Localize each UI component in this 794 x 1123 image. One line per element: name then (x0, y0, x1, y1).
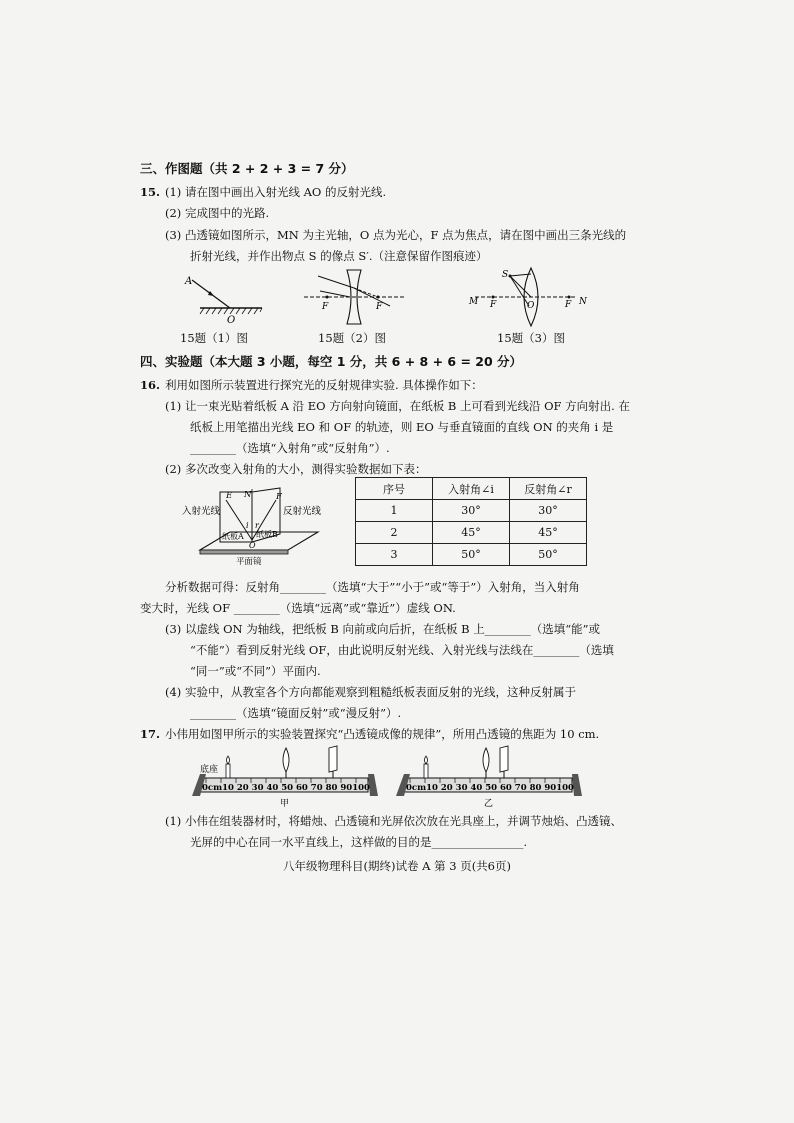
question-16-part-1-line-2: 纸板上用笔描出光线 EO 和 OF 的轨迹，则 EO 与垂直镜面的直线 ON 的夹角 i 是 (190, 420, 614, 434)
figure-17-yi-scale: 0cm10 20 30 40 50 60 70 80 90100 (406, 783, 574, 793)
figure-15-3-label-o: O (527, 301, 535, 311)
table-cell: 30° (433, 500, 510, 522)
table-cell: 50° (433, 544, 510, 566)
figure-16-label-reflected-ray: 反射光线 (283, 506, 322, 517)
section-4-title: 四、实验题（本大题 3 小题，每空 1 分，共 6 + 8 + 6 = 20 分） (140, 354, 523, 369)
figure-16-label-board-b: 纸板B (256, 530, 278, 539)
question-17-intro: 小伟用如图甲所示的实验装置探究“凸透镜成像的规律”，所用凸透镜的焦距为 10 cm. (165, 727, 600, 741)
figure-15-3-label-n: N (579, 297, 587, 307)
question-15-part-2: (2) 完成图中的光路. (165, 206, 270, 220)
figure-17-optical-bench-jia (192, 744, 378, 810)
figure-17-yi-caption: 乙 (484, 799, 494, 809)
question-17-number: 17. (140, 727, 161, 741)
question-17-part-1-line-2: 光屏的中心在同一水平直线上，这样做的目的是________________. (190, 835, 528, 849)
figure-15-2-concave-lens (300, 266, 410, 328)
question-15-part-1: (1) 请在图中画出入射光线 AO 的反射光线. (165, 185, 387, 199)
table-row (356, 522, 587, 544)
table-header-cell: 反射角∠r (510, 478, 587, 500)
figure-15-3-convex-lens (465, 266, 595, 328)
figure-15-3-caption: 15题（3）图 (497, 331, 565, 345)
table-row (356, 500, 587, 522)
figure-16-label-f: F (276, 492, 282, 502)
table-header-row (356, 478, 587, 500)
figure-17-base-label: 底座 (200, 765, 219, 775)
table-cell: 50° (510, 544, 587, 566)
question-16-part-3-line-2: “不能”）看到反射光线 OF，由此说明反射光线、入射光线与法线在________（选填 (190, 643, 614, 657)
figure-15-3-label-s: S (502, 270, 509, 280)
table-cell: 45° (433, 522, 510, 544)
figure-17-jia-caption: 甲 (280, 799, 290, 809)
question-15-part-3-line-2: 折射光线，并作出物点 S 的像点 S′.（注意保留作图痕迹） (190, 249, 488, 263)
question-16-part-3-line-3: “同一”或“不同”）平面内. (190, 664, 321, 678)
question-16-analysis-line-2: 变大时，光线 OF ________（选填“远离”或“靠近”）虚线 ON. (140, 601, 456, 615)
figure-17-optical-bench-yi (396, 744, 582, 810)
figure-15-3-label-m: M (469, 297, 479, 307)
question-16-part-1-line-1: (1) 让一束光贴着纸板 A 沿 EO 方向射向镜面，在纸板 B 上可看到光线沿 OF 方向射出. 在 (165, 399, 630, 413)
figure-15-2-label-f-right: F (376, 302, 383, 312)
figure-16-label-incident-ray: 入射光线 (182, 506, 221, 517)
question-15-part-3-line-1: (3) 凸透镜如图所示，MN 为主光轴，O 点为光心，F 点为焦点，请在图中画出三条光线的 (165, 228, 627, 242)
figure-15-3-label-f-right: F (565, 300, 572, 310)
question-17-part-1-line-1: (1) 小伟在组装器材时，将蜡烛、凸透镜和光屏依次放在光具座上，并调节烛焰、凸透镜、 (165, 814, 622, 828)
figure-16-label-i: i (246, 521, 249, 530)
question-16-part-3-line-1: (3) 以虚线 ON 为轴线，把纸板 B 向前或向后折，在纸板 B 上________（选填“能”或 (165, 622, 601, 636)
figure-16-label-o: O (249, 541, 256, 550)
figure-15-1-mirror (180, 268, 270, 328)
figure-15-2-label-f-left: F (322, 302, 329, 312)
question-16-intro: 利用如图所示装置进行探究光的反射规律实验. 具体操作如下： (165, 378, 483, 392)
table-cell: 2 (356, 522, 433, 544)
figure-17-jia-scale: 0cm10 20 30 40 50 60 70 80 90100 (202, 783, 370, 793)
question-16-part-4-line-1: (4) 实验中，从教室各个方向都能观察到粗糙纸板表面反射的光线，这种反射属于 (165, 685, 576, 699)
table-cell: 1 (356, 500, 433, 522)
question-16-part-4-line-2: ________（选填“镜面反射”或“漫反射”）. (190, 706, 402, 720)
page-footer: 八年级物理科目(期终)试卷 A 第 3 页(共6页) (282, 859, 511, 873)
table-cell: 45° (510, 522, 587, 544)
question-16-part-2: (2) 多次改变入射角的大小，测得实验数据如下表： (165, 462, 427, 476)
figure-16-label-e: E (226, 491, 233, 501)
question-16-number: 16. (140, 378, 161, 392)
figure-15-1-caption: 15题（1）图 (180, 331, 248, 345)
figure-16-label-r: r (255, 521, 259, 530)
figure-16-label-board-a: 纸板A (222, 532, 244, 541)
figure-15-1-label-a: A (185, 276, 193, 287)
figure-16-reflection-apparatus (180, 482, 335, 574)
figure-15-2-caption: 15题（2）图 (318, 331, 386, 345)
table-header-cell: 入射角∠i (433, 478, 510, 500)
figure-16-label-n: N (244, 490, 252, 500)
table-row (356, 544, 587, 566)
question-16-analysis-line-1: 分析数据可得：反射角________（选填“大于”“小于”或“等于”）入射角，当入射角 (165, 580, 580, 594)
data-table (355, 477, 587, 566)
question-15-number: 15. (140, 185, 161, 199)
question-16-part-1-line-3: ________（选填“入射角”或“反射角”）. (190, 441, 390, 455)
figure-15-3-label-f-left: F (490, 300, 497, 310)
table-cell: 3 (356, 544, 433, 566)
table-header-cell: 序号 (356, 478, 433, 500)
section-3-title: 三、作图题（共 2 + 2 + 3 = 7 分） (140, 161, 354, 176)
figure-15-1-label-o: O (227, 315, 236, 326)
table-cell: 30° (510, 500, 587, 522)
figure-16-label-mirror: 平面镜 (236, 557, 262, 567)
